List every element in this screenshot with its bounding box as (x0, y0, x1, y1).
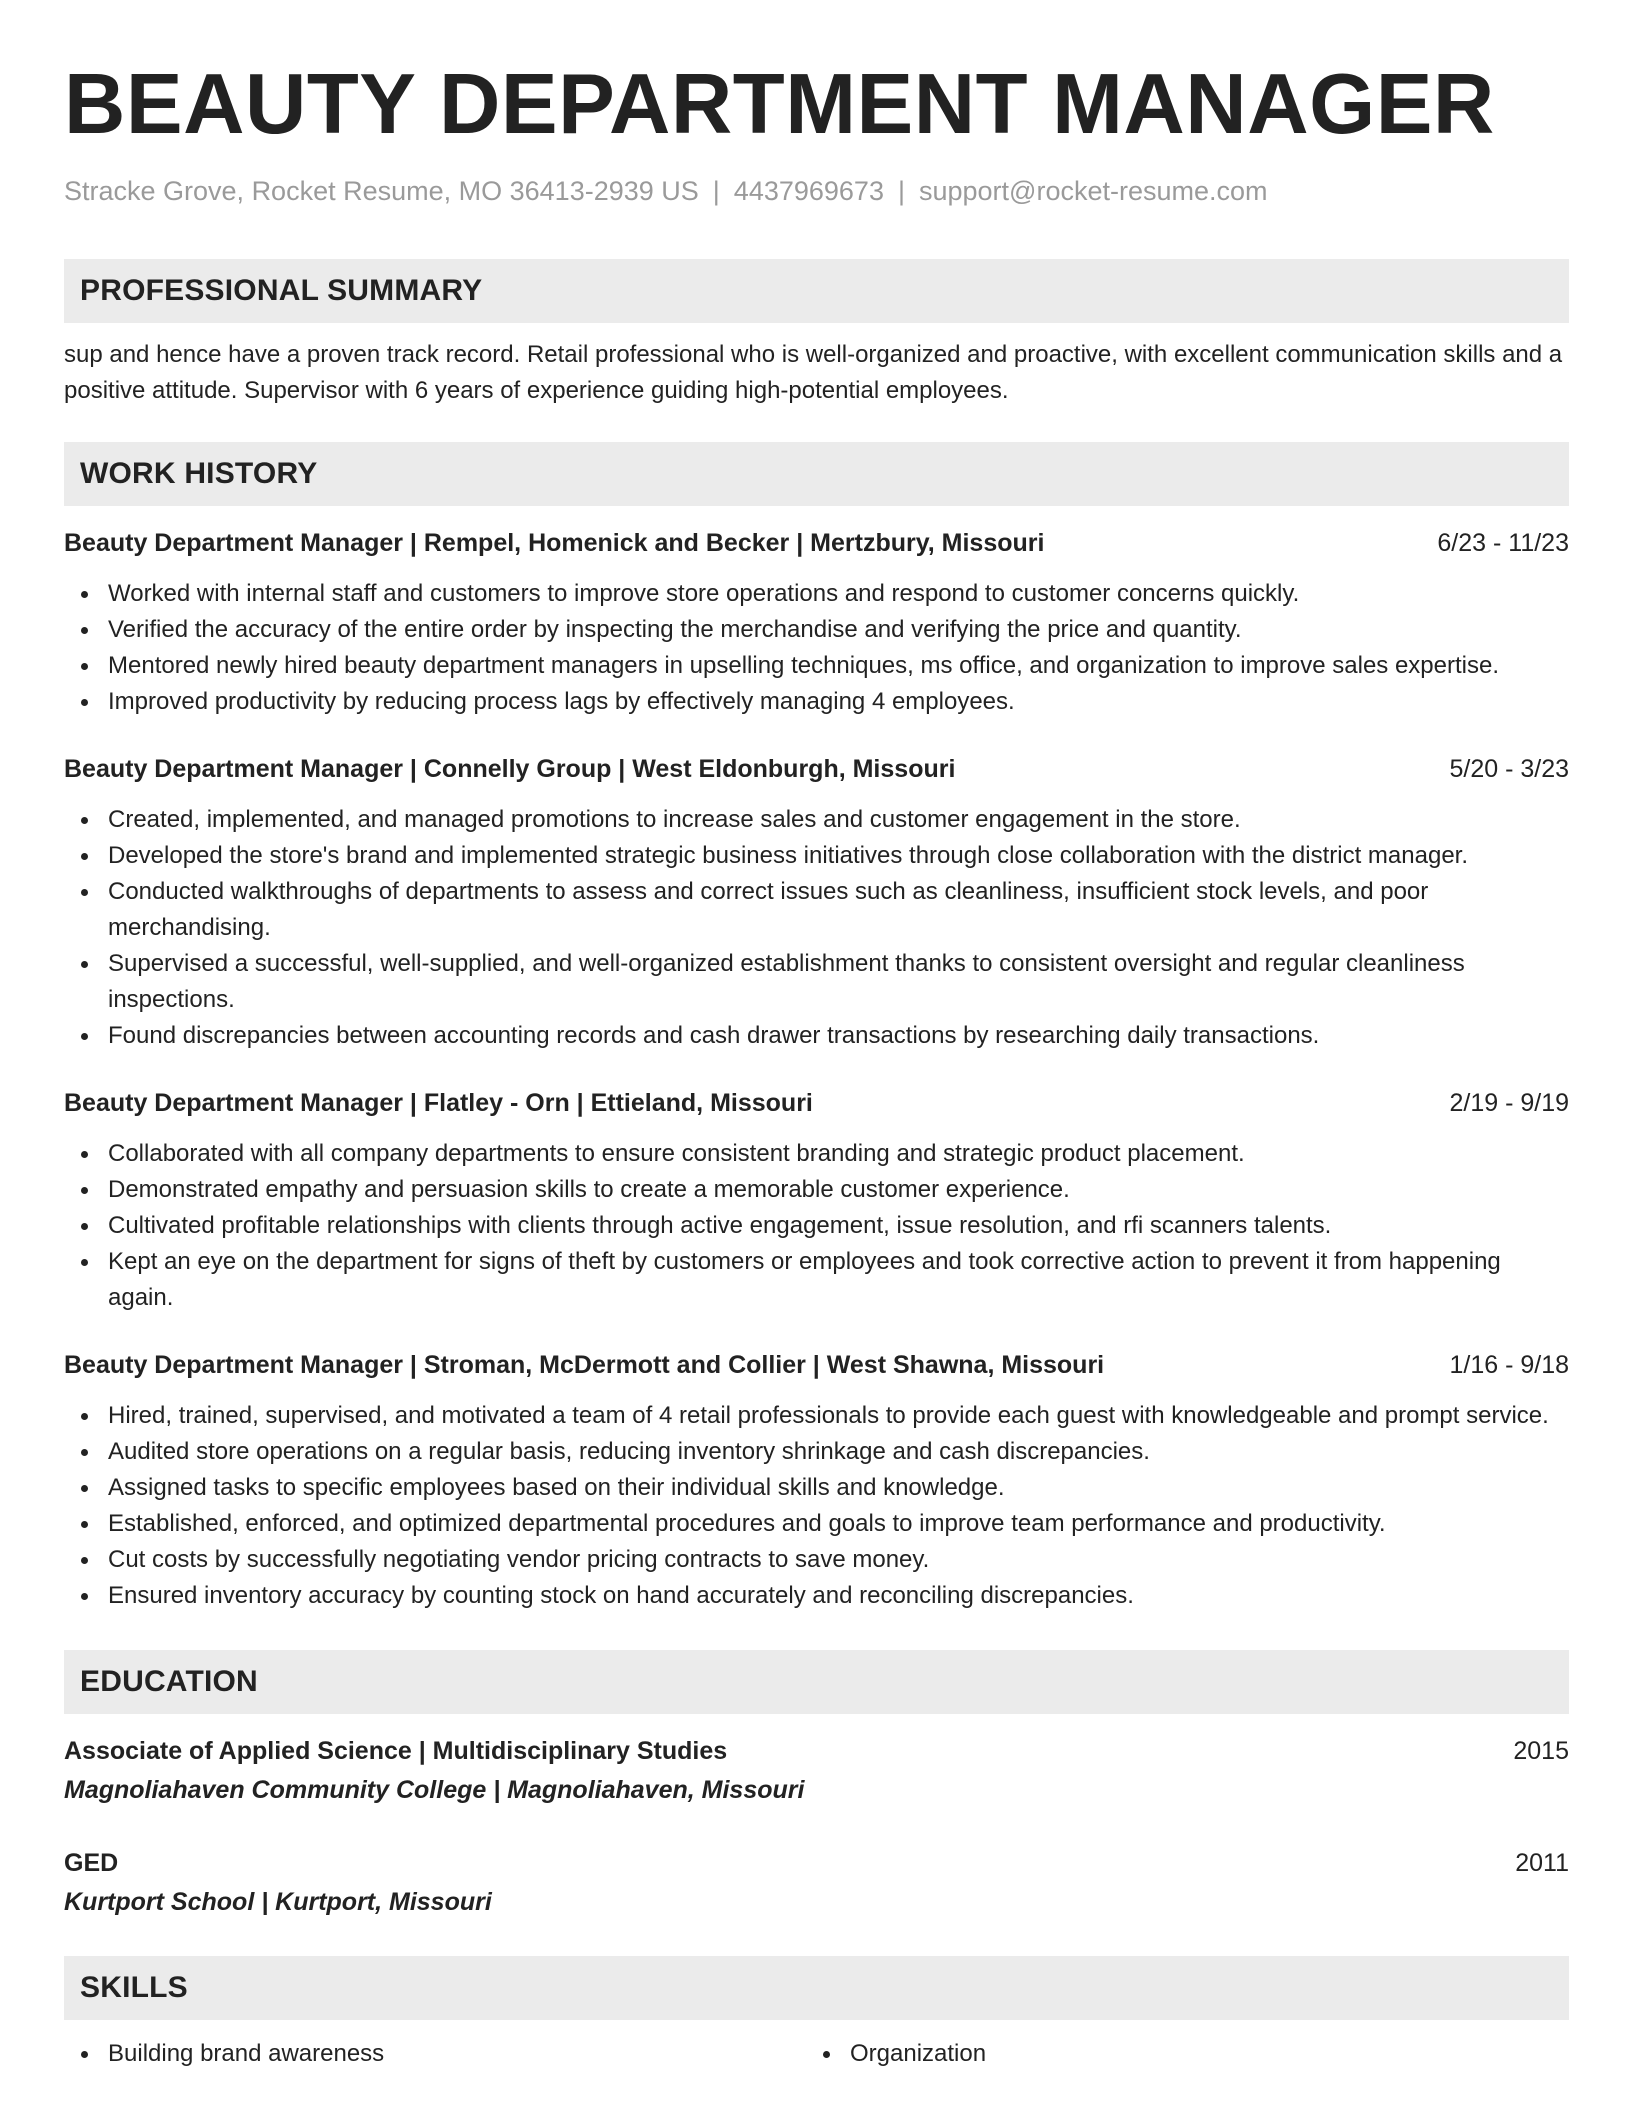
job-title: Beauty Department Manager | Flatley - Orn | Ettieland, Missouri (64, 1089, 813, 1117)
section-heading-summary: PROFESSIONAL SUMMARY (64, 259, 1569, 323)
job-bullet: Created, implemented, and managed promotions to increase sales and customer engagement in the store. (64, 802, 1569, 838)
job-bullet: Audited store operations on a regular basis, reducing inventory shrinkage and cash discrepancies. (64, 1434, 1569, 1470)
education-year: 2011 (1515, 1849, 1569, 1877)
contact-separator: | (712, 176, 720, 206)
job-dates: 6/23 - 11/23 (1437, 529, 1569, 557)
job-title: Beauty Department Manager | Rempel, Homenick and Becker | Mertzbury, Missouri (64, 529, 1045, 557)
job-bullet: Found discrepancies between accounting records and cash drawer transactions by researching daily transactions. (64, 1018, 1569, 1054)
job-bullet: Assigned tasks to specific employees based on their individual skills and knowledge. (64, 1470, 1569, 1506)
job-bullet: Ensured inventory accuracy by counting stock on hand accurately and reconciling discrepancies. (64, 1578, 1569, 1614)
job-bullet: Established, enforced, and optimized departmental procedures and goals to improve team performance and productivity. (64, 1506, 1569, 1542)
job-bullet: Worked with internal staff and customers to improve store operations and respond to customer concerns quickly. (64, 576, 1569, 612)
contact-line (64, 174, 1569, 208)
job-bullet: Demonstrated empathy and persuasion skills to create a memorable customer experience. (64, 1172, 1569, 1208)
education-entry (64, 1734, 1569, 1808)
skill-item: Organization (806, 2036, 1548, 2072)
contact-phone: 4437969673 (733, 176, 884, 206)
job-dates: 5/20 - 3/23 (1449, 755, 1569, 783)
job-dates: 1/16 - 9/18 (1449, 1351, 1569, 1379)
job-bullet: Cultivated profitable relationships with clients through active engagement, issue resolution, and rfi scanners talents. (64, 1208, 1569, 1244)
skills-grid (64, 2036, 1569, 2072)
job-bullet: Developed the store's brand and implemented strategic business initiatives through close collaboration with the district manager. (64, 838, 1569, 874)
education-degree: GED (64, 1849, 119, 1877)
job-bullet: Supervised a successful, well-supplied, and well-organized establishment thanks to consistent oversight and regular cleanliness inspections. (64, 946, 1569, 1018)
job-bullets (64, 1136, 1569, 1316)
job-bullets (64, 802, 1569, 1054)
job-bullet: Improved productivity by reducing process lags by effectively managing 4 employees. (64, 684, 1569, 720)
job-header (64, 526, 1569, 560)
job-bullets (64, 576, 1569, 720)
education-header (64, 1734, 1569, 1768)
job-bullet: Kept an eye on the department for signs of theft by customers or employees and took corrective action to prevent it from happening again. (64, 1244, 1569, 1316)
job-header (64, 752, 1569, 786)
job-title: Beauty Department Manager | Stroman, McDermott and Collier | West Shawna, Missouri (64, 1351, 1105, 1379)
education-school: Kurtport School | Kurtport, Missouri (64, 1888, 492, 1916)
job-bullet: Collaborated with all company departments to ensure consistent branding and strategic product placement. (64, 1136, 1569, 1172)
job-bullets (64, 1398, 1569, 1614)
job-bullet: Conducted walkthroughs of departments to assess and correct issues such as cleanliness, insufficient stock levels, and poor merchandising. (64, 874, 1569, 946)
education-degree: Associate of Applied Science | Multidisciplinary Studies (64, 1737, 728, 1765)
job-bullet: Verified the accuracy of the entire order by inspecting the merchandise and verifying the price and quantity. (64, 612, 1569, 648)
section-heading-skills: SKILLS (64, 1956, 1569, 2020)
job-header (64, 1348, 1569, 1382)
education-school: Magnoliahaven Community College | Magnoliahaven, Missouri (64, 1776, 805, 1804)
section-heading-work-history: WORK HISTORY (64, 442, 1569, 506)
resume-title: BEAUTY DEPARTMENT MANAGER (64, 57, 1495, 152)
job-title: Beauty Department Manager | Connelly Group | West Eldonburgh, Missouri (64, 755, 956, 783)
contact-email: support@rocket-resume.com (918, 176, 1268, 206)
job-entry (64, 752, 1569, 1054)
job-dates: 2/19 - 9/19 (1449, 1089, 1569, 1117)
job-bullet: Hired, trained, supervised, and motivated a team of 4 retail professionals to provide each guest with knowledgeable and prompt service. (64, 1398, 1569, 1434)
skills-column-left (64, 2036, 806, 2072)
education-header (64, 1846, 1569, 1880)
section-heading-education: EDUCATION (64, 1650, 1569, 1714)
contact-separator: | (897, 176, 905, 206)
job-entry (64, 1086, 1569, 1316)
education-entry (64, 1846, 1569, 1920)
contact-address: Stracke Grove, Rocket Resume, MO 36413-2939 US (64, 176, 699, 206)
resume-content (64, 58, 1569, 2072)
education-year: 2015 (1513, 1737, 1569, 1765)
summary-text: sup and hence have a proven track record. Retail professional who is well-organized and proactive, with excellent communication skills and a positive attitude. Supervisor with 6 years of experience guiding high-potential employees. (64, 341, 1563, 404)
job-header (64, 1086, 1569, 1120)
job-entry (64, 1348, 1569, 1614)
job-entry (64, 526, 1569, 720)
skill-item: Building brand awareness (64, 2036, 806, 2072)
job-bullet: Cut costs by successfully negotiating vendor pricing contracts to save money. (64, 1542, 1569, 1578)
skills-column-right (806, 2036, 1548, 2072)
job-bullet: Mentored newly hired beauty department managers in upselling techniques, ms office, and organization to improve sales expertise. (64, 648, 1569, 684)
